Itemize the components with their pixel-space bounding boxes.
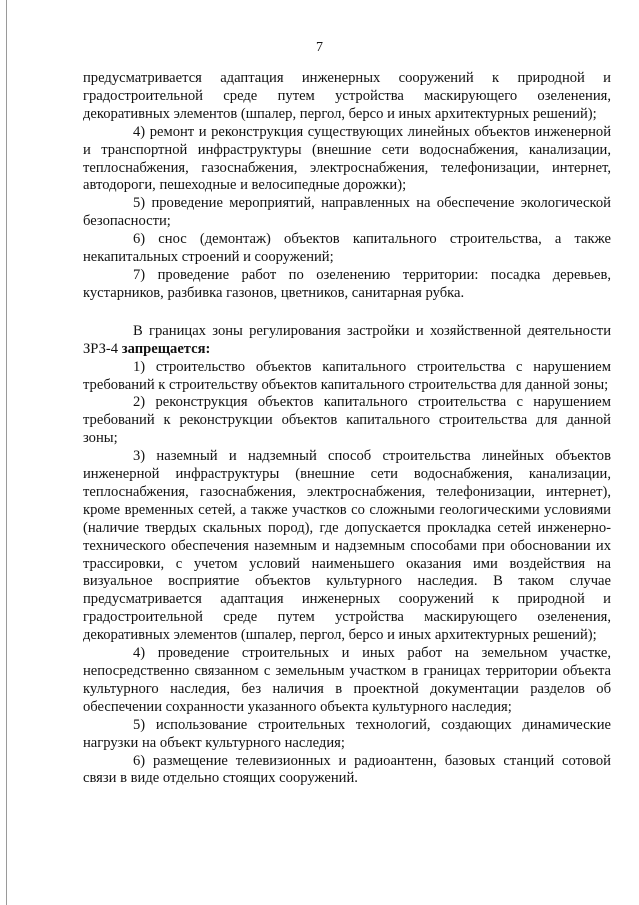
prohibition-item-4: 4) проведение строительных и иных работ на земельном участке, непосредственно связанном с земельным участком в границах территории объекта культурного наследия, без наличия в проектной документации разделов об обеспечении сохранности указанного объекта культурного наследия;	[83, 645, 611, 715]
document-body	[83, 70, 611, 788]
zone-heading-bold: запрещается:	[121, 340, 211, 357]
zone-heading-text: В границах зоны регулирования застройки и хозяйственной деятельности ЗРЗ-4	[83, 322, 611, 357]
paragraph-continuation: предусматривается адаптация инженерных сооружений к природной и градостроительной среде путем устройства маскирующего озеленения, декоративных элементов (шпалер, пергол, берсо и иных архитектурных решений);	[83, 70, 611, 122]
prohibition-item-2: 2) реконструкция объектов капитального строительства с нарушением требований к реконструкции объектов капитального строительства для данной зоны;	[83, 394, 611, 447]
prohibition-item-5: 5) использование строительных технологий, создающих динамические нагрузки на объект культурного наследия;	[83, 716, 611, 751]
list-item-7: 7) проведение работ по озеленению территории: посадка деревьев, кустарников, разбивка газонов, цветников, санитарная рубка.	[83, 266, 611, 301]
page-number: 7	[316, 40, 323, 55]
list-item-5: 5) проведение мероприятий, направленных на обеспечение экологической безопасности;	[83, 195, 611, 230]
list-item-4: 4) ремонт и реконструкция существующих линейных объектов инженерной и транспортной инфраструктуры (внешние сети водоснабжения, канализации, теплоснабжения, газоснабжения, электроснабжения, телефонизации, интернет, автодороги, пешеходные и велосипедные дорожки);	[83, 123, 611, 194]
prohibition-item-6: 6) размещение телевизионных и радиоантенн, базовых станций сотовой связи в виде отдельно стоящих сооружений.	[83, 752, 611, 787]
section-gap	[83, 303, 611, 323]
list-item-6: 6) снос (демонтаж) объектов капитального строительства, а также некапитальных строений и сооружений;	[83, 231, 611, 266]
prohibition-item-3: 3) наземный и надземный способ строительства линейных объектов инженерной инфраструктуры (внешние сети водоснабжения, канализации, теплоснабжения, газоснабжения, электроснабжения, телефонизации, интернет), кроме временных сетей, а также участков со сложными геологическими условиями (наличие твердых скальных пород), где допускается прокладка сетей инженерно-технического обеспечения наземным и надземным способами при обосновании их трассировки, с учетом условий наименьшего оказания ими воздействия на визуальное восприятие объектов культурного наследия. В таком случае предусматривается адаптация инженерных сооружений к природной и градостроительной среде путем устройства маскирующего озеленения, декоративных элементов (шпалер, пергол, берсо и иных архитектурных решений);	[83, 448, 611, 644]
prohibition-item-1: 1) строительство объектов капитального строительства с нарушением требований к строительству объектов капитального строительства для данной зоны;	[83, 358, 611, 393]
zone-heading	[83, 323, 611, 359]
page-edge-line	[6, 0, 7, 905]
